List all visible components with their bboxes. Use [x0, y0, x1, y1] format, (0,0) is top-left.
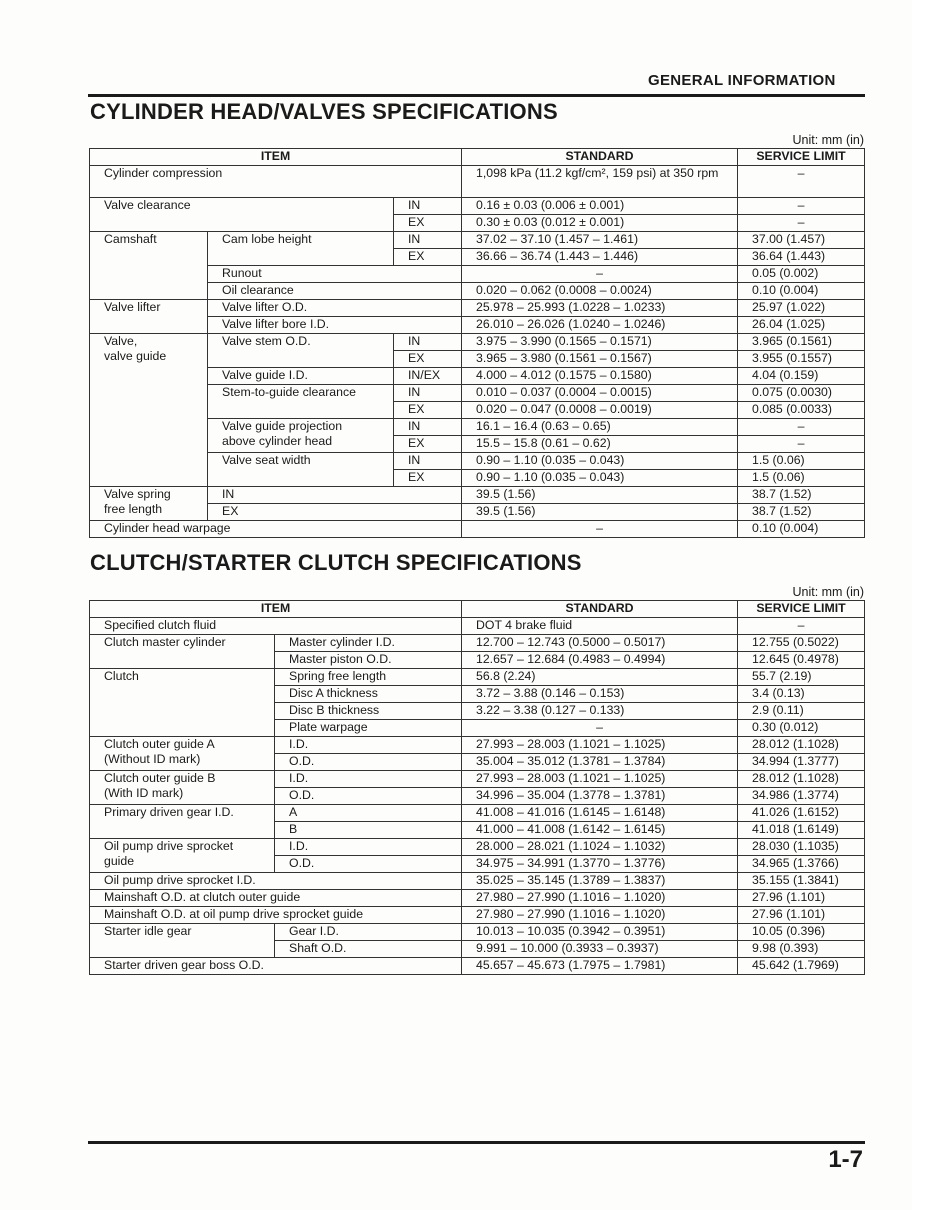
sub-cell: IN — [394, 384, 462, 401]
std-cell: 0.010 – 0.037 (0.0004 – 0.0015) — [462, 384, 738, 401]
table-header-row — [90, 601, 865, 618]
item-cell: Cylinder compression — [90, 165, 462, 197]
lim-cell: 3.955 (0.1557) — [738, 350, 865, 367]
std-cell: 0.020 – 0.047 (0.0008 – 0.0019) — [462, 401, 738, 418]
std-cell: – — [462, 719, 738, 736]
item-cell: Oil pump drive sprocket I.D. — [90, 872, 462, 889]
table-header-row — [90, 149, 865, 166]
lim-cell: 0.10 (0.004) — [738, 520, 865, 537]
std-cell: 0.90 – 1.10 (0.035 – 0.043) — [462, 469, 738, 486]
sub-cell: IN/EX — [394, 367, 462, 384]
std-cell: 3.72 – 3.88 (0.146 – 0.153) — [462, 685, 738, 702]
lim-cell: 1.5 (0.06) — [738, 452, 865, 469]
item-cell: Camshaft — [90, 231, 208, 299]
col-service-limit: SERVICE LIMIT — [738, 601, 865, 618]
item-cell: Mainshaft O.D. at oil pump drive sprocket guide — [90, 906, 462, 923]
lim-cell: 34.965 (1.3766) — [738, 855, 865, 872]
sub-cell: EX — [394, 469, 462, 486]
clutch-title: CLUTCH/STARTER CLUTCH SPECIFICATIONS — [90, 550, 582, 575]
lim-cell: – — [738, 165, 865, 197]
std-cell: 0.020 – 0.062 (0.0008 – 0.0024) — [462, 282, 738, 299]
item-cell: Primary driven gear I.D. — [90, 804, 275, 838]
lim-cell: 38.7 (1.52) — [738, 503, 865, 520]
lim-cell: – — [738, 214, 865, 231]
sub-item-cell: Cam lobe height — [208, 231, 394, 265]
sub-cell: Plate warpage — [275, 719, 462, 736]
sub-item-cell: Valve lifter bore I.D. — [208, 316, 462, 333]
section-header: GENERAL INFORMATION — [648, 72, 836, 89]
sub-cell: Spring free length — [275, 668, 462, 685]
item-cell: Valve lifter — [90, 299, 208, 333]
std-cell: 27.980 – 27.990 (1.1016 – 1.1020) — [462, 906, 738, 923]
item-cell: Oil pump drive sprocket guide — [90, 838, 275, 872]
table-row — [90, 872, 865, 889]
table-row — [90, 231, 865, 248]
std-cell: 12.657 – 12.684 (0.4983 – 0.4994) — [462, 651, 738, 668]
std-cell: 0.90 – 1.10 (0.035 – 0.043) — [462, 452, 738, 469]
footer-rule — [88, 1141, 865, 1144]
lim-cell: 34.986 (1.3774) — [738, 787, 865, 804]
lim-cell: 0.075 (0.0030) — [738, 384, 865, 401]
lim-cell: – — [738, 197, 865, 214]
std-cell: 35.004 – 35.012 (1.3781 – 1.3784) — [462, 753, 738, 770]
lim-cell: 36.64 (1.443) — [738, 248, 865, 265]
table-row — [90, 770, 865, 787]
sub-cell: Gear I.D. — [275, 923, 462, 940]
lim-cell: 0.05 (0.002) — [738, 265, 865, 282]
item-cell: Clutch outer guide A (Without ID mark) — [90, 736, 275, 770]
sub-cell: I.D. — [275, 838, 462, 855]
table-row — [90, 634, 865, 651]
std-cell: DOT 4 brake fluid — [462, 617, 738, 634]
item-cell: Mainshaft O.D. at clutch outer guide — [90, 889, 462, 906]
sub-cell: IN — [394, 333, 462, 350]
std-cell: 4.000 – 4.012 (0.1575 – 0.1580) — [462, 367, 738, 384]
lim-cell: 28.030 (1.1035) — [738, 838, 865, 855]
sub-cell: Disc B thickness — [275, 702, 462, 719]
col-item: ITEM — [90, 601, 462, 618]
clutch-table — [89, 600, 865, 975]
sub-cell: IN — [394, 231, 462, 248]
item-cell: Valve, valve guide — [90, 333, 208, 486]
page-edge — [912, 0, 935, 1210]
table-row — [90, 736, 865, 753]
std-cell: 0.16 ± 0.03 (0.006 ± 0.001) — [462, 197, 738, 214]
std-cell: 39.5 (1.56) — [462, 486, 738, 503]
lim-cell: 27.96 (1.101) — [738, 906, 865, 923]
sub-cell: Shaft O.D. — [275, 940, 462, 957]
lim-cell: 4.04 (0.159) — [738, 367, 865, 384]
sub-cell: IN — [394, 197, 462, 214]
std-cell: 28.000 – 28.021 (1.1024 – 1.1032) — [462, 838, 738, 855]
std-cell: 3.22 – 3.38 (0.127 – 0.133) — [462, 702, 738, 719]
lim-cell: – — [738, 418, 865, 435]
item-cell: Clutch master cylinder — [90, 634, 275, 668]
sub-cell: O.D. — [275, 753, 462, 770]
std-cell: 34.996 – 35.004 (1.3778 – 1.3781) — [462, 787, 738, 804]
lim-cell: 41.018 (1.6149) — [738, 821, 865, 838]
cylinder-unit-note: Unit: mm (in) — [792, 133, 864, 147]
table-row — [90, 957, 865, 974]
std-cell: 56.8 (2.24) — [462, 668, 738, 685]
lim-cell: 35.155 (1.3841) — [738, 872, 865, 889]
std-cell: 10.013 – 10.035 (0.3942 – 0.3951) — [462, 923, 738, 940]
std-cell: 26.010 – 26.026 (1.0240 – 1.0246) — [462, 316, 738, 333]
table-row — [90, 165, 865, 197]
sub-cell: B — [275, 821, 462, 838]
sub-item-cell: Valve lifter O.D. — [208, 299, 462, 316]
std-cell: 1,098 kPa (11.2 kgf/cm², 159 psi) at 350 rpm — [462, 165, 738, 197]
table-row — [90, 838, 865, 855]
sub-cell: I.D. — [275, 736, 462, 753]
sub-cell: IN — [394, 418, 462, 435]
col-service-limit: SERVICE LIMIT — [738, 149, 865, 166]
std-cell: 0.30 ± 0.03 (0.012 ± 0.001) — [462, 214, 738, 231]
table-row — [90, 923, 865, 940]
std-cell: 3.975 – 3.990 (0.1565 – 0.1571) — [462, 333, 738, 350]
item-cell: Starter driven gear boss O.D. — [90, 957, 462, 974]
col-standard: STANDARD — [462, 149, 738, 166]
lim-cell: 27.96 (1.101) — [738, 889, 865, 906]
lim-cell: 0.10 (0.004) — [738, 282, 865, 299]
lim-cell: – — [738, 617, 865, 634]
std-cell: 15.5 – 15.8 (0.61 – 0.62) — [462, 435, 738, 452]
page-number: 1-7 — [828, 1146, 863, 1173]
table-row — [90, 299, 865, 316]
lim-cell: 25.97 (1.022) — [738, 299, 865, 316]
sub-cell: EX — [394, 248, 462, 265]
table-row — [90, 668, 865, 685]
std-cell: 27.993 – 28.003 (1.1021 – 1.1025) — [462, 736, 738, 753]
sub-cell: O.D. — [275, 787, 462, 804]
lim-cell: 26.04 (1.025) — [738, 316, 865, 333]
std-cell: 12.700 – 12.743 (0.5000 – 0.5017) — [462, 634, 738, 651]
lim-cell: 55.7 (2.19) — [738, 668, 865, 685]
std-cell: 41.000 – 41.008 (1.6142 – 1.6145) — [462, 821, 738, 838]
lim-cell: 12.755 (0.5022) — [738, 634, 865, 651]
col-item: ITEM — [90, 149, 462, 166]
lim-cell: 0.30 (0.012) — [738, 719, 865, 736]
sub-cell: O.D. — [275, 855, 462, 872]
lim-cell: 0.085 (0.0033) — [738, 401, 865, 418]
sub-cell: EX — [394, 401, 462, 418]
sub-cell: Master cylinder I.D. — [275, 634, 462, 651]
sub-cell: I.D. — [275, 770, 462, 787]
table-row — [90, 486, 865, 503]
item-cell: Clutch — [90, 668, 275, 736]
table-row — [90, 889, 865, 906]
item-cell: Valve spring free length — [90, 486, 208, 520]
item-cell: Clutch outer guide B (With ID mark) — [90, 770, 275, 804]
lim-cell: – — [738, 435, 865, 452]
item-cell: Cylinder head warpage — [90, 520, 462, 537]
lim-cell: 9.98 (0.393) — [738, 940, 865, 957]
lim-cell: 34.994 (1.3777) — [738, 753, 865, 770]
std-cell: 27.993 – 28.003 (1.1021 – 1.1025) — [462, 770, 738, 787]
std-cell: 9.991 – 10.000 (0.3933 – 0.3937) — [462, 940, 738, 957]
std-cell: 3.965 – 3.980 (0.1561 – 0.1567) — [462, 350, 738, 367]
lim-cell: 12.645 (0.4978) — [738, 651, 865, 668]
std-cell: 27.980 – 27.990 (1.1016 – 1.1020) — [462, 889, 738, 906]
std-cell: – — [462, 520, 738, 537]
sub-cell: EX — [394, 435, 462, 452]
table-row — [90, 906, 865, 923]
std-cell: 39.5 (1.56) — [462, 503, 738, 520]
sub-cell: EX — [394, 350, 462, 367]
col-standard: STANDARD — [462, 601, 738, 618]
sub-cell: IN — [394, 452, 462, 469]
std-cell: 45.657 – 45.673 (1.7975 – 1.7981) — [462, 957, 738, 974]
sub-cell: EX — [208, 503, 462, 520]
item-cell: Specified clutch fluid — [90, 617, 462, 634]
std-cell: – — [462, 265, 738, 282]
item-cell: Valve clearance — [90, 197, 394, 231]
std-cell: 35.025 – 35.145 (1.3789 – 1.3837) — [462, 872, 738, 889]
sub-item-cell: Runout — [208, 265, 462, 282]
std-cell: 41.008 – 41.016 (1.6145 – 1.6148) — [462, 804, 738, 821]
lim-cell: 28.012 (1.1028) — [738, 736, 865, 753]
lim-cell: 45.642 (1.7969) — [738, 957, 865, 974]
table-row — [90, 804, 865, 821]
lim-cell: 2.9 (0.11) — [738, 702, 865, 719]
std-cell: 34.975 – 34.991 (1.3770 – 1.3776) — [462, 855, 738, 872]
std-cell: 36.66 – 36.74 (1.443 – 1.446) — [462, 248, 738, 265]
sub-item-cell: Valve stem O.D. — [208, 333, 394, 367]
sub-item-cell: Stem-to-guide clearance — [208, 384, 394, 418]
sub-cell: A — [275, 804, 462, 821]
sub-cell: IN — [208, 486, 462, 503]
table-row — [90, 333, 865, 350]
std-cell: 37.02 – 37.10 (1.457 – 1.461) — [462, 231, 738, 248]
sub-item-cell: Valve guide projection above cylinder head — [208, 418, 394, 452]
sub-item-cell: Valve seat width — [208, 452, 394, 486]
lim-cell: 28.012 (1.1028) — [738, 770, 865, 787]
table-row — [90, 617, 865, 634]
table-row — [90, 197, 865, 214]
header-rule — [88, 94, 865, 97]
lim-cell: 10.05 (0.396) — [738, 923, 865, 940]
lim-cell: 3.4 (0.13) — [738, 685, 865, 702]
std-cell: 16.1 – 16.4 (0.63 – 0.65) — [462, 418, 738, 435]
cylinder-head-table — [89, 148, 865, 538]
item-cell: Starter idle gear — [90, 923, 275, 957]
std-cell: 25.978 – 25.993 (1.0228 – 1.0233) — [462, 299, 738, 316]
table-row — [90, 520, 865, 537]
lim-cell: 38.7 (1.52) — [738, 486, 865, 503]
sub-item-cell: Oil clearance — [208, 282, 462, 299]
sub-cell: EX — [394, 214, 462, 231]
lim-cell: 37.00 (1.457) — [738, 231, 865, 248]
cylinder-head-title: CYLINDER HEAD/VALVES SPECIFICATIONS — [90, 99, 558, 124]
lim-cell: 41.026 (1.6152) — [738, 804, 865, 821]
lim-cell: 3.965 (0.1561) — [738, 333, 865, 350]
clutch-unit-note: Unit: mm (in) — [792, 585, 864, 599]
sub-cell: Disc A thickness — [275, 685, 462, 702]
sub-item-cell: Valve guide I.D. — [208, 367, 394, 384]
sub-cell: Master piston O.D. — [275, 651, 462, 668]
lim-cell: 1.5 (0.06) — [738, 469, 865, 486]
